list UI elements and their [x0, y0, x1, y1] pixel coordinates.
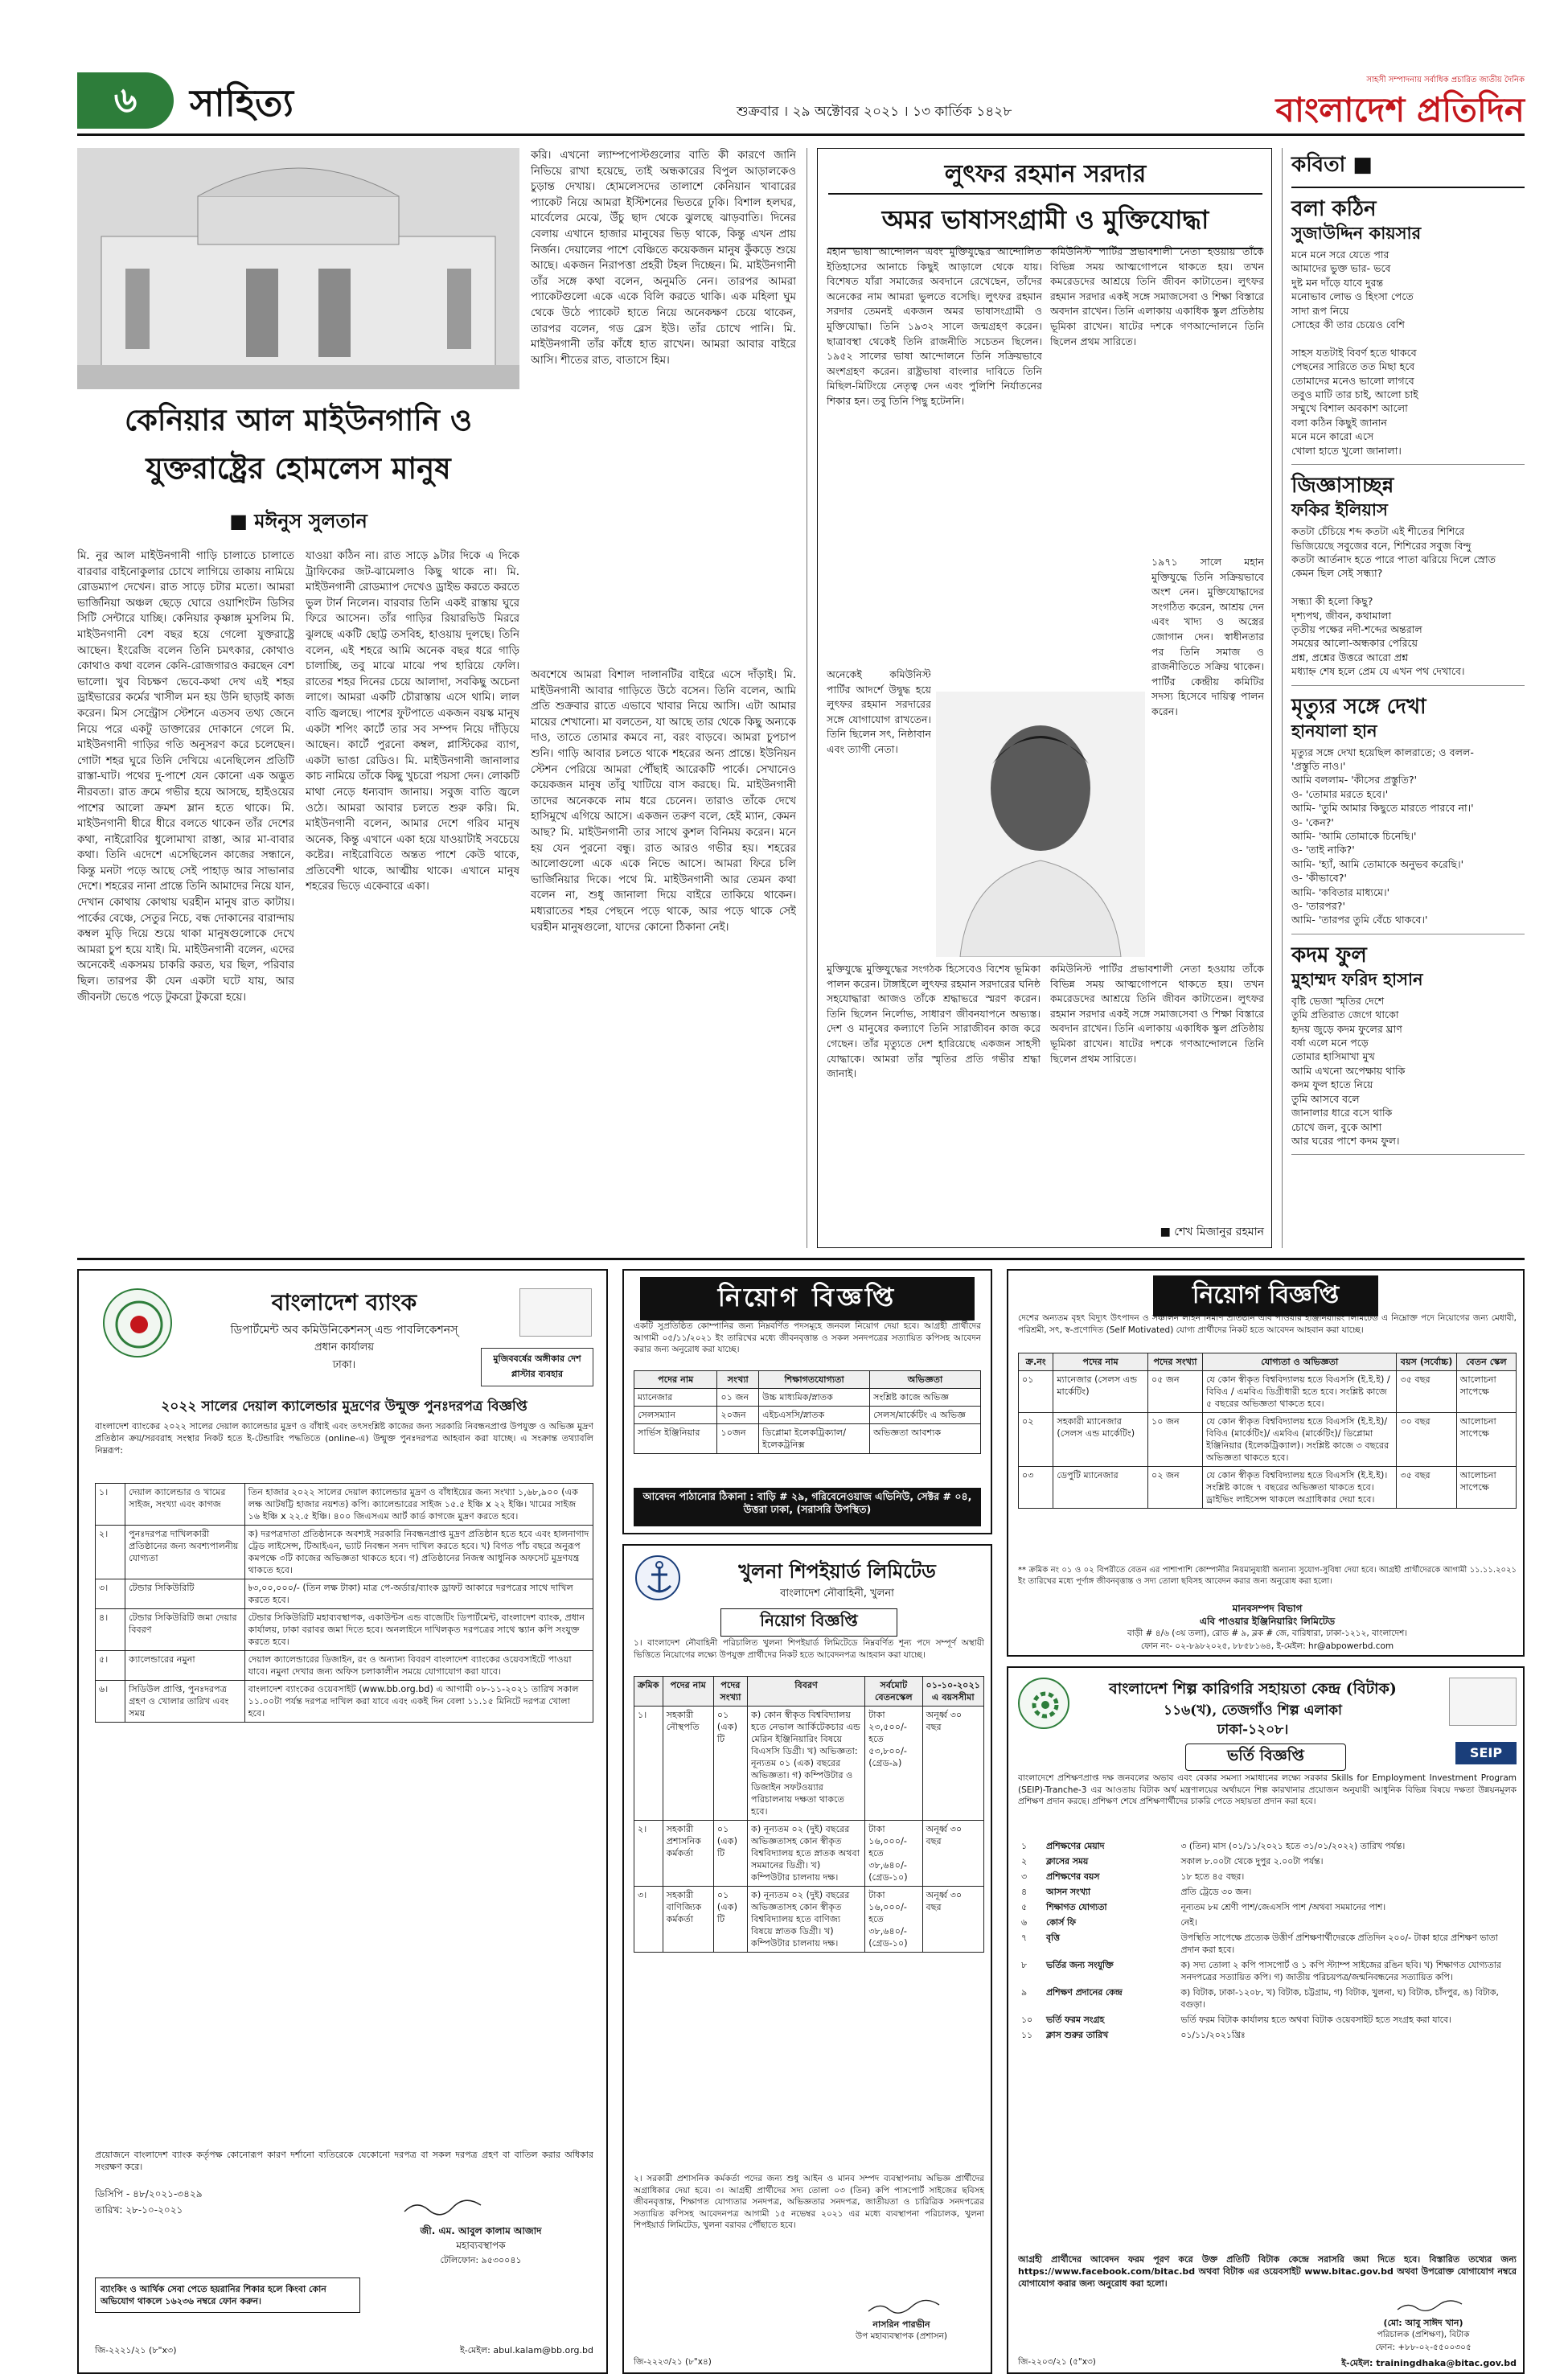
table-row [96, 1609, 593, 1651]
table-cell: ০১ জন [717, 1389, 759, 1407]
bank-date: তারিখ: ২৮-১০-২০২১ [95, 2204, 183, 2216]
table-cell: ক) নূন্যতম ০২ (দুই) বছরের অভিজ্ঞতাসহ কোন স্বীকৃত বিশ্ববিদ্যালয় হতে বাণিজ্য বিষয়ে স্নাতক ডিগ্রী। খ) কম্পিউটার চালনায় দক্ষ। [748, 1887, 865, 1953]
niyog1-table-wrap [634, 1370, 981, 1483]
poem-title: মৃত্যুর সঙ্গে দেখা [1291, 694, 1426, 719]
table-cell: তিন হাজার ২০২২ সালের দেয়াল ক্যালেন্ডার মুদ্রণ ও বাঁধাইয়ের জন্য সংখ্যা ১,৬৮,৯০০ (এক লক্ষ আটষট্টি হাজার নয়শত) কপি। ক্যালেন্ডারের সাইজ ১৫.৫ ইঞ্চি x ২২ ইঞ্চি। খামের সাইজ ১৬ ইঞ্চি x ২২.৫ ইঞ্চি। ৪০০ জিএসএম আর্ট কার্ড কাগজে মুদ্রণ করতে হবে। [244, 1484, 593, 1526]
bank-code: জি-২২২১/২১ (৮"x৩) [95, 2345, 177, 2356]
poem-text: বৃষ্টি ভেজা স্মৃতির দেশে তুমি প্রতিরাত জেগে থাকো হৃদয় জুড়ে কদম ফুলের ঘ্রাণ বর্ষা এলে মনে পড়ে তোমার হাসিমাখা মুখ আমি এখনো অপেক্ষায় থাকি কদম ফুল হাতে নিয়ে তুমি আসবে বলে জানালার ধারে বসে থাকি চোখে জল, বুকে আশা আর ঘরের পাশে কদম ফুল। [1291, 994, 1406, 1147]
table-cell: সেলস/মার্কেটিং এ অভিজ্ঞ [870, 1407, 981, 1424]
table-cell: ক) দরপত্রদাতা প্রতিষ্ঠানকে অবশ্যই সরকারি নিবন্ধনপ্রাপ্ত মুদ্রণ প্রতিষ্ঠান হতে হবে এবং হালনাগাদ ট্রেড লাইসেন্স, টিআইএন, ভ্যাট নিবন্ধন সনদ দাখিল করতে হবে। খ) বিগত পাঁচ বছরে অনুরূপ কমপক্ষে ৩টি কাজের অভিজ্ঞতা থাকতে হবে। গ) প্রতিষ্ঠানের নিজস্ব আধুনিক অফসেট মুদ্রণযন্ত্র থাকতে হবে। [244, 1526, 593, 1579]
bitac-cell: ৯ [1021, 1987, 1028, 1998]
table-cell: সংশ্লিষ্ট কাজে অভিজ্ঞ [870, 1389, 981, 1407]
shipyard-code: জি-২২২৩/২১ (৮"x৪) [634, 2357, 712, 2367]
table-cell: দেয়াল ক্যালেন্ডার ও খামের সাইজ, সংখ্যা এবং কাগজ [125, 1484, 245, 1526]
table-row [634, 1389, 981, 1407]
bhasha-author: শেখ মিজানুর রহমান [1174, 1226, 1264, 1238]
table-cell: ৪। [96, 1609, 125, 1651]
table-cell: টাকা ১৬,০০০/- হতে ৩৮,৬৪০/- (গ্রেড-১০) [865, 1887, 922, 1953]
table-row [96, 1484, 593, 1526]
table-cell: সহকারী নৌস্থপতি [663, 1707, 713, 1821]
poem [1291, 196, 1525, 465]
bhasha-portrait-photo [936, 692, 1145, 957]
poem-author: ফকির ইলিয়াস [1291, 499, 1388, 520]
bitac-row [1018, 1957, 1517, 1985]
poem-title: বলা কঠিন [1291, 197, 1377, 221]
table-cell: আলোচনা সাপেক্ষে [1456, 1371, 1516, 1413]
table-cell: ১০জন [717, 1424, 759, 1454]
bitac-code: জি-২২০৩/২১ (৫"x৩) [1018, 2357, 1096, 2367]
poem-text: মনে মনে সরে যেতে পার আমাদের ভুক্ত ভার- ভবে দুষ্ট মন দাঁড়ে যাবে দুরন্ত মনোভাব লোভ ও হিংসা পেতে সাদা রূপ নিয়ে সোহের কী তার চেয়েও বেশি সাহস যতটাই বিবর্ণ হতে থাকবে পেছনের সারিতে তত মিছা হবে তোমাদের মনেও ভালো লাগবে তবুও মাটি তার চাই, আলো চাই সম্মুখে বিশাল অবকাশ আলো বলা কঠিন কিছুই জানান মনে মনে কারো এসে খোলা হাতে খুলো জানালা। [1291, 248, 1418, 457]
mujib-logo [519, 1288, 592, 1337]
table-row [634, 1424, 981, 1454]
table-header-row [1019, 1353, 1517, 1371]
shipyard-signature [865, 2298, 946, 2316]
bitac-row [1018, 1900, 1517, 1915]
square-mark: ■ [1353, 153, 1373, 177]
bhasha-col2: কমিউনিস্ট পার্টির প্রভাবশালী নেতা হওয়ায় তাঁকে বিভিন্ন সময় আত্মগোপনে থাকতে হয়। তখন কমরেডদের আশ্রয়ে তিনি জীবন কাটাতেন। লুৎফর রহমান সরদার একই সঙ্গে সমাজসেবা ও শিক্ষা বিস্তারে অবদান রাখেন। তিনি এলাকায় একাধিক স্কুল প্রতিষ্ঠায় ভূমিকা রাখেন। ষাটের দশকে গণআন্দোলনে তিনি ছিলেন প্রথম সারিতে। [1050, 245, 1264, 347]
table-header-cell: সংখ্যা [717, 1371, 759, 1389]
table-cell: সেলসম্যান [634, 1407, 717, 1424]
niyog2-phone: ফোন নং- ০২-৮৯৮২০২৫, ৮৮৫৮১৬৪, ই-মেইল: hr@abpowerbd.com [1140, 1641, 1394, 1651]
table-cell: ২। [634, 1821, 663, 1887]
poem-title: কদম ফুল [1291, 943, 1367, 967]
poems-section-label [1291, 148, 1525, 188]
table-header-cell: অভিজ্ঞতা [870, 1371, 981, 1389]
shipyard-signatory: নাসরিন পারভীন [872, 2319, 930, 2330]
bhasha-title: অমর ভাষাসংগ্রামী ও মুক্তিযোদ্ধা [828, 193, 1262, 249]
bitac-row [1018, 1838, 1517, 1854]
mujib-logo [1449, 1678, 1517, 1726]
table-cell: ০৩ [1019, 1467, 1053, 1509]
table-header-cell: যোগ্যতা ও অভিজ্ঞতা [1203, 1353, 1397, 1371]
shipyard-signatory-title: উপ মহাব্যবস্থাপক (প্রশাসন) [855, 2331, 948, 2341]
table-row [1019, 1371, 1517, 1413]
niyog2-banner: নিয়োগ বিজ্ঞপ্তি [1153, 1275, 1378, 1316]
table-row [96, 1579, 593, 1609]
shipyard-subtitle: বাংলাদেশ নৌবাহিনী, খুলনা [780, 1587, 894, 1600]
table-header-cell: পদের নাম [634, 1371, 717, 1389]
table-cell: ০১ (এক) টি [713, 1707, 747, 1821]
bitac-cell: নূন্যতম ৮ম শ্রেণী পাশ/জেএসসি পাশ /অথবা সমমানের পাশ। [1180, 1902, 1386, 1912]
bitac-banner: ভর্তি বিজ্ঞপ্তি [1185, 1744, 1346, 1771]
bank-email: ই-মেইল: abul.kalam@bb.org.bd [459, 2345, 593, 2356]
table-cell: ০২ জন [1147, 1467, 1202, 1509]
portrait-illustration [936, 692, 1145, 957]
bhasha-col5: কমিউনিস্ট পার্টির প্রভাবশালী নেতা হওয়ায় তাঁকে বিভিন্ন সময় আত্মগোপনে থাকতে হয়। তখন কমরেডদের আশ্রয়ে তিনি জীবন কাটাতেন। লুৎফর রহমান সরদার একই সঙ্গে সমাজসেবা ও শিক্ষা বিস্তারে অবদান রাখেন। তিনি এলাকায় একাধিক স্কুল প্রতিষ্ঠায় ভূমিকা রাখেন। ষাটের দশকে গণআন্দোলনে তিনি ছিলেন প্রথম সারিতে। [1050, 963, 1264, 1065]
poem-author: হানযালা হান [1291, 720, 1377, 741]
kenya-col3: করি। এখনো ল্যাম্পপোস্টগুলোর বাতি কী কারণে জানি নিভিয়ে রাখা হয়েছে, তাই অন্ধকারের বিপুল আড়ালকেও চুড়ান্ত দেখায়। হোমলেসদের তালাশে কেনিয়ান খাবারের প্যাকেট নিয়ে আমরা ইস্টিশনের ভিতরে ঢুকি। বিশাল হলঘর, মার্বেলের মেঝে, উঁচু ছাদ থেকে ঝুলছে ঝাড়বাতি। দিনের বেলায় এখানে হাজার মানুষের ভিড় থাকে, কিন্তু এখন প্রায় নির্জন। দেয়ালের পাশে বেঞ্চিতে কয়েকজন মানুষ কুঁকড়ে শুয়ে আছে। একজন নিরাপত্তা প্রহরী টহল দিচ্ছেন। মি. মাইউনগানী তাঁর সঙ্গে কথা বলেন, অনুমতি নেন। তারপর আমরা প্যাকেটগুলো একে একে বিলি করতে থাকি। এক মহিলা ঘুম থেকে উঠে প্যাকেট হাতে নিয়ে অনেকক্ষণ চেয়ে থাকেন, তারপর বলেন, গড ব্লেস ইউ। তাঁর চোখে পানি। মি. মাইউনগানী তাঁর কাঁধে হাত রাখেন। আমরা আবার বাইরে আসি। শীতের রাত, বাতাসে হিম। [531, 150, 796, 367]
poems-label-text: কবিতা [1291, 153, 1346, 177]
bitac-cell: ক) বিটাক, ঢাকা-১২০৮, খ) বিটাক, চট্টগ্রাম, গ) বিটাক, খুলনা, ঘ) বিটাক, চাঁদপুর, ঙ) বিটাক, বগুড়া। [1180, 1987, 1499, 2010]
table-cell: ক্যালেন্ডারের নমুনা [125, 1651, 245, 1681]
poem [1291, 943, 1525, 1155]
table-row [634, 1407, 981, 1424]
table-row [1019, 1413, 1517, 1467]
shipyard-table-wrap [634, 1676, 984, 2167]
bitac-intro: বাংলাদেশে প্রশিক্ষণপ্রাপ্ত দক্ষ জনবলের অভাব এবং বেকার সমস্যা সমাধানের লক্ষ্যে সরকার Skills for Employment Investment Program (SEIP)-Tranche-3 এর আওতায় বিটাক অর্থ মন্ত্রণালয়ের অর্থায়নে শিল্প কারখানার প্রয়োজন অনুযায়ী আধুনিক বিভিন্ন বিষয়ে দক্ষতা উন্নয়নমূলক প্রশিক্ষণ প্রদান করছে। প্রশিক্ষণ শেষে প্রশিক্ষণার্থীদের চাকরি পেতে সহায়তা প্রদান করা হবে। [1018, 1773, 1517, 1806]
bitac-cell: ক্লাসের সময় [1046, 1856, 1089, 1867]
bitac-cell: বৃত্তি [1046, 1932, 1060, 1943]
page-header [77, 72, 1525, 129]
table-cell: সহকারী ম্যানেজার (সেলস এন্ড মার্কেটিং) [1053, 1413, 1148, 1467]
masthead-tagline: সাহসী সম্পাদনায় সর্বাধিক প্রচারিত জাতীয় দৈনিক [1366, 76, 1525, 84]
table-header-cell: পদের নাম [1053, 1353, 1148, 1371]
bitac-cell: ০১/১১/২০২১খ্রিঃ [1180, 2030, 1246, 2040]
table-cell: অনূর্ধ্ব ৩০ বছর [922, 1821, 983, 1887]
content-ad-rule [77, 1258, 1525, 1260]
table-cell: সিডিউল প্রাপ্তি, পুনঃদরপত্র গ্রহণ ও খোলার তারিখ এবং সময় [125, 1681, 245, 1723]
table-row [96, 1651, 593, 1681]
table-row [634, 1887, 984, 1953]
table-header-cell: ০১-১০-২০২১ এ বয়সসীমা [922, 1677, 983, 1707]
table-header-cell: পদের নাম [663, 1677, 713, 1707]
poem-author: সুজাউদ্দিন কায়সার [1291, 223, 1422, 243]
table-cell: ০১ [1019, 1371, 1053, 1413]
table-cell: ম্যানেজার (সেলস এন্ড মার্কেটিং) [1053, 1371, 1148, 1413]
niyog2-table [1018, 1353, 1517, 1509]
table-cell: টেন্ডার সিকিউরিটি মহাব্যবস্থাপক, একাউন্টস এন্ড বাজেটিং ডিপার্টমেন্ট, বাংলাদেশ ব্যাংক, প্রধান কার্যালয়, ঢাকা বরাবর জমা দিতে হবে। অনলাইনে দাখিলকৃত দরপত্রের সাথে স্ক্যান কপি সংযুক্ত করতে হবে। [244, 1609, 593, 1651]
bank-emblem-icon [105, 1290, 174, 1359]
building-illustration [77, 148, 519, 389]
bank-footer-note: প্রয়োজনে বাংলাদেশ ব্যাংক কর্তৃপক্ষ কোনোরূপ কারণ দর্শানো ব্যতিরেকে যেকোনো দরপত্র বা সকল দরপত্র গ্রহণ বা বাতিল করার অধিকার সংরক্ষণ করে। [95, 2150, 593, 2172]
poem-text: মৃত্যুর সঙ্গে দেখা হয়েছিল কালরাতে; ও বলল- 'প্রস্তুতি নাও।' আমি বললাম- 'কীসের প্রস্তুতি?' ও- 'তোমার মরতে হবে।' আমি- 'তুমি আমার কিছুতে মারতে পারবে না।' ও- 'কেন?' আমি- 'আমি তোমাকে চিনেছি।' ও- 'তাই নাকি?' আমি- 'হ্যাঁ, আমি তোমাকে অনুভব করেছি।' ও- 'কীভাবে?' আমি- 'কবিতার মাধ্যমে।' ও- 'তারপর?' আমি- 'তারপর তুমি বেঁচে থাকবে।' [1291, 745, 1474, 926]
page-number: ৬ [113, 80, 138, 121]
bitac-cell: ভর্তির জন্য সংযুক্তি [1046, 1960, 1114, 1970]
niyog2-note: ** ক্রমিক নং ০১ ও ০২ বিপরীতে বেতন এর পাশাপাশি কোম্পানীর নিয়মানুযায়ী অন্যান্য সুযোগ-সুবিধা দেয়া হবে। আগ্রহী প্রার্থীদেরকে আগামী ১১.১১.২০২১ ইং তারিখের মধ্যে পূর্ণাঙ্গ জীবনবৃত্তান্ত ও সদ্য তোলা ছবিসহ আবেদন করার জন্য অনুরোধ করা হলো। [1018, 1566, 1517, 1586]
table-cell: ১০ জন [1147, 1413, 1202, 1467]
table-cell: ডিপ্লোমা ইলেকট্রিক্যাল/ইলেকট্রনিক্স [759, 1424, 870, 1454]
bank-signatory-title: মহাব্যবস্থাপক [456, 2240, 506, 2251]
table-header-row [634, 1677, 984, 1707]
byline-mark: ■ [229, 509, 255, 532]
bank-signatory: জী. এম. আবুল কালাম আজাদ [420, 2225, 542, 2236]
bitac-cell: প্রশিক্ষণের বয়স [1046, 1871, 1100, 1882]
table-cell: ক) নূন্যতম ০২ (দুই) বছরের অভিজ্ঞতাসহ কোন স্বীকৃত বিশ্ববিদ্যালয় হতে স্নাতক অথবা সমমানের ডিগ্রী। খ) কম্পিউটার চালনায় দক্ষ। [748, 1821, 865, 1887]
bitac-address1: ১১৬(খ), তেজগাঁও শিল্প এলাকা [1164, 1702, 1342, 1719]
shipyard-logo [635, 1555, 680, 1600]
bitac-row [1018, 1869, 1517, 1884]
bank-notice-title: ২০২২ সালের দেয়াল ক্যালেন্ডার মুদ্রণের উন্মুক্ত পুনঃদরপত্র বিজ্ঞপ্তি [161, 1399, 527, 1415]
table-row [96, 1526, 593, 1579]
kenya-col1: মি. নুর আল মাইউনগানী গাড়ি চালাতে চালাতে বারবার বাইনোকুলার চোখে লাগিয়ে তাকায় নামিয়ে রোডম্যাপ দেখেন। রাত সাড়ে চটার মতো। আমরা ভার্জিনিয়া অঞ্চল ছেড়ে ঘোরে ওয়াশিংটন ডিসির সিটি সেন্টারে যাচ্ছি। কেনিয়ার কৃষ্ণাঙ্গ মুসলিম মি. মাইউনগানী বেশ বছর হয়ে গেলো যুক্তরাষ্ট্রে আছেন। ইংরেজি বলেন তিনি চমৎকার, কোথাও কোথাও কথা বলেন কেনি-রোজগারও করছেন বেশ ভালো। খুব বিচক্ষণ ভেবে-কথা দেখ এই শহর ড্রাইভারের কর্মের খাসীল মন হয় উনি ছাড়াই কাজ করেন। মিস সেন্ট্রোস স্টেশনে এতসব তথ্য জেনে নিয়ে পরে একটু ডাক্তারের দোকানে গেলে মি. মাইউনগানী গাড়ির গতি অনুসরণ করে চলেছেন। গোটা শহর ঘুরে তিনি দেখিয়ে এনেছিলেন প্রতিটি রাস্তা-ঘাট। পথের দু-পাশে যেন কোনো এক অদ্ভুত নীরবতা। রাত ক্রমে গভীর হয়ে আসছে, হাইওয়ের পাশের আলো ক্রমশ ম্লান হতে থাকে। মি. মাইউনগানী ধীরে ধীরে বলতে থাকেন তাঁর দেশের কথা, নাইরোবির ধুলোমাখা রাস্তা, আর মা-বাবার কথা। তিনি এদেশে এসেছিলেন কাজের সন্ধানে, কিন্তু মনটা পড়ে আছে সেই পাহাড় আর সাভানার দেশে। শহরের নানা প্রান্তে তিনি আমাদের নিয়ে যান, দেখান কোথায় কোথায় ঘরহীন মানুষ রাত কাটায়। পার্কের বেঞ্চে, সেতুর নিচে, বন্ধ দোকানের বারান্দায় কম্বল মুড়ি দিয়ে শুয়ে থাকা মানুষগুলোকে দেখে আমরা চুপ হয়ে যাই। মি. মাইউনগানী বলেন, এদের অনেকেই একসময় চাকরি করত, ঘর ছিল, পরিবার ছিল। তারপর কী যেন একটা ঘটে যায়, আর জীবনটা ভেঙে পড়ে টুকরো টুকরো হয়ে। [77, 550, 294, 1004]
bitac-cell: ভর্তি ফরম সংগ্রহ [1046, 2015, 1105, 2025]
table-header-cell: বয়স (সর্বোচ্চ) [1397, 1353, 1456, 1371]
bhasha-author-heading: লুৎফর রহমান সরদার [944, 160, 1147, 188]
kenya-headline-line1: কেনিয়ার আল মাইউনগানি ও [124, 402, 473, 437]
table-cell: ০২ [1019, 1413, 1053, 1467]
bhasha-byline [1050, 1222, 1264, 1242]
table-cell: ১। [96, 1484, 125, 1526]
bitac-title: বাংলাদেশ শিল্প কারিগরি সহায়তা কেন্দ্র (বিটাক) [1109, 1680, 1397, 1698]
bitac-row [1018, 1985, 1517, 2012]
shipyard-intro: ১। বাংলাদেশ নৌবাহিনী পরিচালিত খুলনা শিপইয়ার্ড লিমিটেডে নিম্নবর্ণিত শূন্য পদে সম্পূর্ণ অস্থায়ী ভিত্তিতে নিয়োগের লক্ষ্যে উপযুক্ত প্রার্থীদের নিকট হতে আবেদনপত্র আহবান করা যাচ্ছে। [634, 1638, 984, 1660]
table-header-cell: বিবরণ [748, 1677, 865, 1707]
bank-table [95, 1483, 593, 1723]
bank-city: ঢাকা। [332, 1359, 356, 1371]
bank-ad [77, 1269, 608, 2374]
table-header-cell: পদের সংখ্যা [1147, 1353, 1202, 1371]
niyog1-table [634, 1370, 981, 1454]
bitac-address2: ঢাকা-১২০৮। [1217, 1722, 1289, 1738]
shipyard-table [634, 1676, 984, 1953]
table-cell: পুনঃদরপত্র দাখিলকারী প্রতিষ্ঠানের জন্য অবশ্যপালনীয় যোগ্যতা [125, 1526, 245, 1579]
poem-author: মুহাম্মদ ফরিদ হাসান [1291, 968, 1423, 989]
table-row [634, 1821, 984, 1887]
table-cell: আলোচনা সাপেক্ষে [1456, 1413, 1516, 1467]
table-header-row [634, 1371, 981, 1389]
bitac-cell: ৬ [1021, 1917, 1028, 1928]
kenya-byline [77, 507, 519, 539]
table-cell: টাকা ১৬,০০০/- হতে ৩৮,৬৪০/- (গ্রেড-১০) [865, 1821, 922, 1887]
niyog1-intro: একটি সুপ্রতিষ্ঠিত কোম্পানির জন্য নিম্নবর্ণিত পদসমূহে জনবল নিয়োগ দেয়া হবে। আগ্রহী প্রার্থীদের আগামী ০৫/১১/২০২১ ইং তারিখের মধ্যে জীবনবৃত্তান্ত ও সকল সনদপত্রের সত্যায়িত কপিসহ আবেদন করার জন্য অনুরোধ করা যাচ্ছে। [634, 1321, 981, 1354]
table-cell: ৩। [634, 1887, 663, 1953]
bitac-cell: নেই। [1180, 1917, 1197, 1928]
poem [1291, 694, 1525, 934]
table-cell: আলোচনা সাপেক্ষে [1456, 1467, 1516, 1509]
poem-text: কতটা চেঁচিয়ে শব্দ কতটা এই শীতের শিশিরে ভিজিয়েছে সবুজের বনে, শিশিরের সবুজ বিন্দু কতটা আর্তনাদ হতে পারে পাতা ঝরিয়ে দিলে স্রোত কেমন ছিল সেই সন্ধ্যা? সন্ধ্যা কী হলো কিছু? দৃশ্যপথ, জীবন, কথামালা তৃতীয় পক্ষের নদী-শব্দের অন্তরাল সময়ের আলো-অন্ধকার পেরিয়ে প্রশ্ন, প্রশ্নের উত্তরে আরো প্রশ্ন মধ্যাহ্ন শেষ হলে প্রেম যে এখন পথ দেখাবে। [1291, 525, 1496, 678]
column-divider [1282, 148, 1283, 1248]
table-cell: সহকারী বাণিজ্যিক কর্মকর্তা [663, 1887, 713, 1953]
table-cell: যে কোন স্বীকৃত বিশ্ববিদ্যালয় হতে বিএসসি (ই.ই.ই)। সংশ্লিষ্ট কাজে ৭ বছরের অভিজ্ঞতা থাকতে হবে। ড্রাইভিং লাইসেন্স থাকলে অগ্রাধিকার দেয়া হবে। [1203, 1467, 1397, 1509]
bitac-cell: সকাল ৮.০০টা থেকে দুপুর ২.০০টা পর্যন্ত। [1180, 1856, 1324, 1867]
table-row [1019, 1467, 1517, 1509]
table-cell: যে কোন স্বীকৃত বিশ্ববিদ্যালয় হতে বিএসসি (ই.ই.ই)/ বিবিএ (মার্কেটিং)/ এমবিএ (মার্কেটিং)/ ডিপ্লোমা ইঞ্জিনিয়ার (ইলেকট্রিক্যাল)। সংশ্লিষ্ট কাজে ৩ বছরের অভিজ্ঞতা থাকতে হবে। [1203, 1413, 1397, 1467]
bitac-cell: ক) সদ্য তোলা ২ কপি পাসপোর্ট ও ১ কপি স্ট্যাম্প সাইজের রঙিন ছবি। খ) শিক্ষাগত যোগ্যতার সনদপত্রের সত্যায়িত কপি। গ) জাতীয় পরিচয়পত্র/জন্মনিবন্ধনের সত্যায়িত কপি। [1180, 1960, 1501, 1982]
bank-helpline: ব্যাংকিং ও আর্থিক সেবা পেতে হয়রানির শিকার হলে কিংবা কোন অভিযোগ থাকলে ১৬২৩৬ নম্বরে ফোন করুন। [95, 2277, 360, 2313]
table-header-cell: ক্র.নং [1019, 1353, 1053, 1371]
table-cell: ২০জন [717, 1407, 759, 1424]
bitac-cell: ৩ (তিন) মাস (০১/১১/২০২১ হতে ৩১/০১/২০২২) তারিখ পর্যন্ত। [1180, 1841, 1406, 1851]
dateline: শুক্রবার । ২৯ অক্টোবর ২০২১ । ১৩ কার্তিক ১৪২৮ [737, 104, 1012, 120]
table-cell: ম্যানেজার [634, 1389, 717, 1407]
table-cell: দেয়াল ক্যালেন্ডারের ডিজাইন, রং ও অন্যান্য বিবরণ বাংলাদেশ ব্যাংকের ওয়েবসাইটে পাওয়া যাবে। নমুনা দেখার জন্য অফিস চলাকালীন সময়ে যোগাযোগ করা যাবে। [244, 1651, 593, 1681]
seip-logo: SEIP [1455, 1742, 1517, 1764]
bitac-cell: ১০ [1021, 2015, 1033, 2025]
poems-section [1291, 148, 1525, 1248]
poem-list [1291, 196, 1525, 1155]
table-cell: ডেপুটি ম্যানেজার [1053, 1467, 1148, 1509]
kenya-col4: অবশেষে আমরা বিশাল দালানটির বাইরে এসে দাঁড়াই। মি. মাইউনগানী আবার গাড়িতে উঠে বসেন। তিনি বলেন, আমি প্রতি শুক্রবার রাতে এভাবে খাবার নিয়ে আসি। এটা আমার মায়ের শেখানো। মা বলতেন, যা আছে তার থেকে কিছু অন্যকে দাও, তাতে তোমার কমবে না, বরং বাড়বে। আমরা চুপচাপ শুনি। গাড়ি আবার চলতে থাকে শহরের অন্য প্রান্তে। ইউনিয়ন স্টেশন পেরিয়ে আমরা পৌঁছাই আরেকটি পার্কে। সেখানেও কয়েকজন মানুষ তাঁবু খাটিয়ে বাস করছে। মি. মাইউনগানী তাদের অনেককে নাম ধরে চেনেন। তারাও তাঁকে দেখে হাসিমুখে এগিয়ে আসে। একজন তরুণ বলে, হেই ম্যান, কেমন আছ? মি. মাইউনগানী তার সাথে কুশল বিনিময় করেন। মনে হয় যেন পুরনো বন্ধু। রাত আরও গভীর হয়। শহরের আলোগুলো একে একে নিভে আসে। আমরা ফিরে চলি ভার্জিনিয়ার দিকে। পথে মি. মাইউনগানী আর তেমন কথা বলেন না, শুধু জানালা দিয়ে বাইরে তাকিয়ে থাকেন। মধ্যরাতের শহর পেছনে পড়ে থাকে, আর পড়ে থাকে সেই ঘরহীন মানুষগুলো, যাদের কোনো ঠিকানা নেই। [531, 669, 796, 934]
kenya-author: মঈনুস সুলতান [254, 509, 367, 532]
signature-icon [1394, 2298, 1467, 2314]
bitac-cell: ৩ [1021, 1871, 1028, 1882]
gear-icon [1020, 1679, 1071, 1731]
table-cell: ৩। [96, 1579, 125, 1609]
bitac-cell: ১ [1021, 1841, 1028, 1851]
bitac-cell: উপস্থিতি সাপেক্ষে প্রত্যেক উত্তীর্ণ প্রশিক্ষণার্থীদেরকে প্রতিদিন ২০০/- টাকা হারে প্রশিক্ষণ ভাতা প্রদান করা হবে। [1180, 1932, 1498, 1955]
table-cell: ৬। [96, 1681, 125, 1723]
table-cell: টাকা ২৩,৫০০/- হতে ৫৩,৮০০/- (গ্রেড-৯) [865, 1707, 922, 1821]
bhasha-col3a: অনেকেই কমিউনিস্ট পার্টির আদর্শে উদ্বুদ্ধ হয়ে লুৎফর রহমান সরদারের সঙ্গে যোগাযোগ রাখতেন। তিনি ছিলেন সৎ, নিষ্ঠাবান এবং ত্যাগী নেতা। [827, 668, 931, 755]
kenya-headline-line2: যুক্তরাষ্ট্রের হোমলেস মানুষ [146, 450, 451, 486]
shipyard-banner: নিয়োগ বিজ্ঞপ্তি [720, 1608, 897, 1637]
table-header-cell: পদের সংখ্যা [713, 1677, 747, 1707]
table-row [634, 1707, 984, 1821]
header-rule [77, 133, 1525, 136]
shipyard-notes: ২। সরকারী প্রশাসনিক কর্মকর্তা পদের জন্য শুধু আইন ও মানব সম্পদ ব্যবস্থাপনায় অভিজ্ঞ প্রার্থীদের অগ্রাধিকার দেয়া হবে। ৩। আগ্রহী প্রার্থীদের সদ্য তোলা ০৩ (তিন) কপি পাসপোর্ট সাইজের ছবিসহ জীবনবৃত্তান্ত, শিক্ষাগত যোগ্যতার সনদপত্র, অভিজ্ঞতার সনদপত্র, জাতীয়তা ও চারিত্রিক সনদপত্রের সত্যায়িত কপিসহ আবেদনপত্র আগামী ১৫ নভেম্বর ২০২১ এর মধ্যে ব্যবস্থাপনা পরিচালক, খুলনা শিপইয়ার্ড লিমিটেড, খুলনা বরাবর পৌঁছাতে হবে। [634, 2174, 984, 2230]
section-title: সাহিত্য [190, 81, 293, 125]
table-header-cell: সর্বমোট বেতনস্কেল [865, 1677, 922, 1707]
bitac-cell: ক্লাস শুরুর তারিখ [1046, 2030, 1109, 2040]
bitac-table [1018, 1838, 1517, 2043]
bitac-phone: ফোন: +৮৮-০২-৫৫০০৩০৫ [1375, 2343, 1472, 2352]
niyog2-address: বাড়ী # ৪/৬ (৩য় তলা), রোড # ৯, ব্লক # জে, বারিধারা, ঢাকা-১২১২, বাংলাদেশ। [1127, 1629, 1408, 1638]
table-header-cell: ক্রমিক [634, 1677, 663, 1707]
bitac-email: ই-মেইল: trainingdhaka@bitac.gov.bd [1341, 2358, 1517, 2368]
table-cell: টেন্ডার সিকিউরিটি জমা দেয়ার বিবরণ [125, 1609, 245, 1651]
bitac-cell: ২ [1021, 1856, 1028, 1867]
bitac-cell: ১৮ হতে ৪৫ বছর। [1180, 1871, 1245, 1882]
table-header-cell: শিক্ষাগতযোগ্যতা [759, 1371, 870, 1389]
table-cell: সহকারী প্রশাসনিক কর্মকর্তা [663, 1821, 713, 1887]
table-cell: ০৫ জন [1147, 1371, 1202, 1413]
table-cell: অনূর্ধ্ব ৩০ বছর [922, 1887, 983, 1953]
bitac-cell: ১১ [1021, 2030, 1033, 2040]
bank-slogan: মুজিববর্ষের অঙ্গীকার দেশ প্লাস্টার ব্যবহার [481, 1348, 593, 1386]
kenya-col2: যাওয়া কঠিন না। রাত সাড়ে ৯টার দিকে এ দিকে ট্রাফিকের জট-ঝামেলাও কিছু থাকে না। মি. মাইউনগানী রোডম্যাপ দেখেও ড্রাইভ করতে করতে ভুল টার্ন নিলেন। বারবার তিনি একই রাস্তায় ঘুরে ফিরে আসেন। তাঁর গাড়ির রিয়ারভিউ মিররে ঝুলছে একটি ছোট্ট তসবিহ, হাওয়ায় দুলছে। তিনি বলেন, এই শহরে আমি অনেক বছর ধরে গাড়ি চালাচ্ছি, তবু মাঝে মাঝে পথ হারিয়ে ফেলি। রাতের শহর দিনের চেয়ে আলাদা, সবকিছু অচেনা লাগে। আমরা একটি চৌরাস্তায় এসে থামি। লাল বাতি জ্বলছে। পাশের ফুটপাতে একজন বয়স্ক মানুষ একটা শপিং কার্টে তার সব সম্পদ নিয়ে দাঁড়িয়ে আছেন। কার্টে পুরনো কম্বল, প্লাস্টিকের ব্যাগ, একটা ভাঙা রেডিও। মি. মাইউনগানী জানালার কাচ নামিয়ে তাঁকে কিছু খুচরো পয়সা দেন। লোকটি মাথা নেড়ে ধন্যবাদ জানায়। সবুজ বাতি জ্বলে ওঠে। আমরা আবার চলতে শুরু করি। মি. মাইউনগানী বলেন, আমার দেশে গরিব মানুষ অনেক, কিন্তু এখানে একা হয়ে যাওয়াটাই সবচেয়ে কষ্টের। নাইরোবিতে অন্তত পাশে কেউ থাকে, প্রতিবেশী থাকে, আত্মীয় থাকে। এখানে মানুষ শহরের ভিড়ে একেবারে একা। [306, 550, 519, 893]
table-cell: এইচএসসি/স্নাতক [759, 1407, 870, 1424]
bitac-row [1018, 1930, 1517, 1957]
niyog1-banner: নিয়োগ বিজ্ঞপ্তি [640, 1277, 975, 1320]
signature-icon [865, 2298, 946, 2316]
bank-ref-no: ডিসিপি - ৪৮/২০২১-৩৪২৯ [95, 2188, 203, 2199]
niyog2-ad [1007, 1269, 1525, 1657]
bank-dept: ডিপার্টমেন্ট অব কমিউনিকেশনস্ এন্ড পাবলিকেশনস্ [230, 1324, 458, 1337]
shipyard-title: খুলনা শিপইয়ার্ড লিমিটেড [738, 1559, 936, 1583]
bank-office: প্রধান কার্যালয় [314, 1341, 375, 1353]
bhasha-col4: মুক্তিযুদ্ধে মুক্তিযুদ্ধের সংগঠক হিসেবেও বিশেষ ভূমিকা পালন করেন। টাঙ্গাইলে লুৎফর রহমান সরদারের ঘনিষ্ঠ সহযোদ্ধারা আজও তাঁকে শ্রদ্ধাভরে স্মরণ করেন। তিনি ছিলেন নির্লোভ, সাধারণ জীবনযাপনে অভ্যস্ত। দেশ ও মানুষের কল্যাণে তিনি সারাজীবন কাজ করে গেছেন। তাঁর মৃত্যুতে দেশ হারিয়েছে একজন সাহসী যোদ্ধাকে। আমরা তাঁর স্মৃতির প্রতি গভীর শ্রদ্ধা জানাই। [827, 963, 1041, 1080]
table-cell: সার্ভিস ইঞ্জিনিয়ার [634, 1424, 717, 1454]
kenya-building-photo [77, 148, 519, 389]
table-cell: ৩৫ বছর [1397, 1371, 1456, 1413]
bitac-cell: প্রতি ট্রেডে ৩০ জন। [1180, 1887, 1252, 1897]
bitac-signatory: (মো: আবু সাঈদ খান) [1383, 2318, 1463, 2328]
bitac-cell: কোর্স ফি [1046, 1917, 1076, 1928]
bitac-cell: আসন সংখ্যা [1046, 1887, 1091, 1897]
bitac-cell: ৫ [1021, 1902, 1028, 1912]
bitac-cell: ৪ [1021, 1887, 1028, 1897]
bitac-cell: প্রশিক্ষণ প্রদানের কেন্দ্র [1046, 1987, 1123, 1998]
page-number-badge [77, 72, 174, 129]
table-cell: উচ্চ মাধ্যমিক/স্নাতক [759, 1389, 870, 1407]
bitac-cell: শিক্ষাগত যোগ্যতা [1046, 1902, 1107, 1912]
bitac-row [1018, 1884, 1517, 1900]
bank-phone: টেলিফোন: ৯৫৩০০৪১ [440, 2255, 522, 2265]
bank-title: বাংলাদেশ ব্যাংক [271, 1289, 417, 1316]
bitac-row [1018, 2027, 1517, 2043]
table-header-cell: বেতন স্কেল [1456, 1353, 1516, 1371]
bitac-row [1018, 1854, 1517, 1869]
niyog2-intro: দেশের অন্যতম বৃহৎ বিদ্যুৎ উৎপাদন ও সঞ্চালন লাইন নির্মাণ প্রতিষ্ঠান এবি পাওয়ার ইঞ্জিনিয়ারিং লিমিটেড এ নিম্নোক্ত পদে নিয়োগের জন্য মেধাবী, পরিশ্রমী, সৎ, স্ব-প্রণোদিত (Self Motivated) যোগ্য প্রার্থীদের নিকট হতে আবেদন আহবান করা যাচ্ছে। [1018, 1313, 1517, 1335]
bitac-row [1018, 2012, 1517, 2027]
poem-title: জিজ্ঞাসাচ্ছন্ন [1291, 474, 1394, 499]
bank-logo [103, 1288, 172, 1357]
bhasha-col1: মহান ভাষা আন্দোলন এবং মুক্তিযুদ্ধের আন্দোলিত ইতিহাসের আনাচে কিছুই আড়ালে থেকে যায়। বিশেষত যাঁরা সমাজের অবদানে রেখেছেন, তাঁদের অনেকের নাম আমরা ভুলতে বসেছি। লুৎফর রহমান সরদার তেমনই একজন অমর ভাষাসংগ্রামী ও মুক্তিযোদ্ধা। তিনি ১৯৩২ সালে জন্মগ্রহণ করেন। ছাত্রাবস্থা থেকেই তিনি রাজনীতি সচেতন ছিলেন। ১৯৫২ সালের ভাষা আন্দোলনে তিনি সক্রিয়ভাবে অংশগ্রহণ করেন। রাষ্ট্রভাষা বাংলার দাবিতে তিনি মিছিল-মিটিংয়ে নেতৃত্ব দেন এবং পুলিশি নির্যাতনের শিকার হন। তবু তিনি পিছু হটেননি। [827, 245, 1042, 407]
table-cell: ৩৫ বছর [1397, 1467, 1456, 1509]
niyog1-address: আবেদন পাঠানোর ঠিকানা : বাড়ি # ২৯, গরিবেনেওয়াজ এভিনিউ, সেক্টর # ০৪, উত্তরা ঢাকা, (সরাসরি উপস্থিত) [634, 1488, 981, 1526]
bitac-signatory-title: পরিচালক (প্রশিক্ষণ), বিটাক [1377, 2330, 1470, 2339]
shipyard-ad [622, 1544, 992, 2374]
kenya-headline [77, 396, 519, 500]
table-cell: অনূর্ধ্ব ৩০ বছর [922, 1707, 983, 1821]
bank-signature [400, 2195, 497, 2220]
bitac-cell: প্রশিক্ষণের মেয়াদ [1046, 1841, 1105, 1851]
bank-table-wrap [95, 1483, 593, 2142]
table-cell: ২। [96, 1526, 125, 1579]
bitac-logo [1018, 1678, 1069, 1729]
table-cell: যে কোন স্বীকৃত বিশ্ববিদ্যালয় হতে বিএসসি (ই.ই.ই) / বিবিএ / এমবিএ ডিগ্রীধারী হতে হবে। সংশ্লিষ্ট কাজে ৫ বছরের অভিজ্ঞতা থাকতে হবে। [1203, 1371, 1397, 1413]
niyog2-company: এবি পাওয়ার ইঞ্জিনিয়ারিং লিমিটেড [1199, 1616, 1336, 1627]
table-cell: ৳৩,০০,০০০/- (তিন লক্ষ টাকা) মাত্র পে-অর্ডার/ব্যাংক ড্রাফট আকারে দরপত্রের সাথে দাখিল করতে হবে। [244, 1579, 593, 1609]
bitac-cell: ৮ [1021, 1960, 1028, 1970]
table-cell: ০১ (এক) টি [713, 1821, 747, 1887]
table-cell: ০১ (এক) টি [713, 1887, 747, 1953]
table-cell: ১। [634, 1707, 663, 1821]
bitac-signature [1394, 2298, 1467, 2314]
masthead-logo: বাংলাদেশ প্রতিদিন [1275, 90, 1525, 129]
table-cell: ক) কোন স্বীকৃত বিশ্ববিদ্যালয় হতে নেভাল আর্কিটেকচার এন্ড মেরিন ইঞ্জিনিয়ারিং বিষয়ে বিএসসি ডিগ্রী। খ) অভিজ্ঞতা: নূন্যতম ০১ (এক) বছরের অভিজ্ঞতা। গ) কম্পিউটার ও ডিজাইন সফটওয়্যার পরিচালনায় দক্ষতা থাকতে হবে। [748, 1707, 865, 1821]
bitac-cell: ভর্তি ফরম বিটাক কার্যালয় হতে অথবা বিটাক ওয়েবসাইট হতে সংগ্রহ করা যাবে। [1180, 2015, 1451, 2025]
table-cell: অভিজ্ঞতা আবশ্যক [870, 1424, 981, 1454]
table-cell: ৩০ বছর [1397, 1413, 1456, 1467]
bitac-ad [1007, 1666, 1525, 2374]
niyog2-hr: মানবসম্পদ বিভাগ [1232, 1603, 1303, 1614]
table-cell: ৫। [96, 1651, 125, 1681]
niyog1-ad [622, 1269, 992, 1534]
bitac-footer: আগ্রহী প্রার্থীদের আবেদন ফরম পূরণ করে উক্ত প্রতিটি বিটাক কেন্দ্রে সরাসরি জমা দিতে হবে। বিস্তারিত তথ্যের জন্য https://www.facebook.com/bitac.bd অথবা বিটাক এর ওয়েবসাইট www.bitac.gov.bd অথবা উপরোক্ত যোগাযোগ নম্বরে যোগাযোগ করার জন্য অনুরোধ করা হলো। [1018, 2254, 1517, 2289]
bitac-row [1018, 1915, 1517, 1930]
bhasha-col3b: ১৯৭১ সালে মহান মুক্তিযুদ্ধে তিনি সক্রিয়ভাবে অংশ নেন। মুক্তিযোদ্ধাদের সংগঠিত করেন, আশ্রয় দেন এবং খাদ্য ও অস্ত্রের জোগান দেন। স্বাধীনতার পর তিনি সমাজ ও রাজনীতিতে সক্রিয় থাকেন। পার্টির কেন্দ্রীয় কমিটির সদস্য হিসেবে দায়িত্ব পালন করেন। [1151, 556, 1264, 717]
signature-icon [400, 2195, 497, 2220]
niyog2-table-wrap [1018, 1353, 1517, 1562]
poem [1291, 473, 1525, 685]
table-cell: বাংলাদেশ ব্যাংকের ওয়েবসাইট (www.bb.org.bd) এ আগামী ০৮-১১-২০২১ তারিখ সকাল ১১.০০টা পর্যন্ত দরপত্র দাখিল করা যাবে এবং একই দিন বেলা ১১.১৫ মিনিটে দরপত্র খোলা হবে। [244, 1681, 593, 1723]
bitac-table-wrap [1018, 1838, 1517, 2249]
anchor-icon [637, 1557, 682, 1602]
byline-mark: ■ [1160, 1226, 1175, 1238]
table-row [96, 1681, 593, 1723]
bank-intro: বাংলাদেশ ব্যাংকের ২০২২ সালের দেয়াল ক্যালেন্ডার মুদ্রণ ও বাঁধাই এবং তৎসংশ্লিষ্ট কাজের জন্য সরকারি নিবন্ধনপ্রাপ্ত উপযুক্ত ও অভিজ্ঞ মুদ্রণ প্রতিষ্ঠান ক্রয়/সরবরাহ সংস্থার নিকট হতে ই-টেন্ডারিং পদ্ধতিতে (online-এ) উন্মুক্ত পুনঃদরপত্র আহবান করা যাচ্ছে। এ সংক্রান্ত তথ্যাবলি নিম্নরূপ: [95, 1421, 593, 1456]
table-cell: টেন্ডার সিকিউরিটি [125, 1579, 245, 1609]
bitac-cell: ৭ [1021, 1932, 1028, 1943]
